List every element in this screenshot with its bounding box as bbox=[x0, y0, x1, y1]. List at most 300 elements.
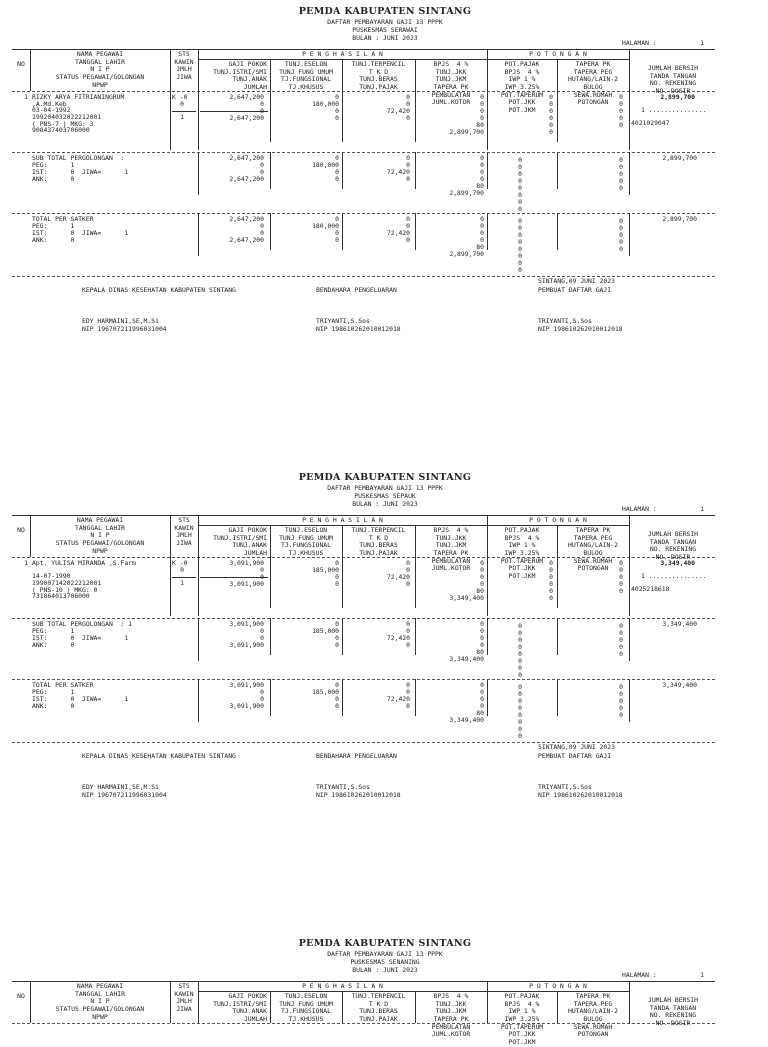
tunj-anak: 0 bbox=[260, 634, 264, 642]
column-divider bbox=[629, 213, 630, 256]
column-divider bbox=[415, 213, 416, 250]
column-divider bbox=[487, 679, 488, 716]
tapera-value: 0 bbox=[619, 573, 623, 581]
tapera-value: 0 bbox=[619, 704, 623, 712]
column-divider bbox=[342, 679, 343, 716]
tunj-eselon: 0 bbox=[335, 681, 339, 689]
bpjs-value: 0 bbox=[480, 641, 484, 649]
tapera-value: 0 bbox=[619, 697, 623, 705]
employee-title: ,A.Md.Keb bbox=[32, 100, 67, 108]
tapera-value: 0 bbox=[619, 238, 623, 246]
potongan-value: 0 bbox=[518, 636, 522, 644]
tunj-beras: 72,420 bbox=[386, 634, 410, 642]
tunj-terpencil: 0 bbox=[406, 620, 410, 628]
potongan-value: 0 bbox=[518, 643, 522, 651]
potongan-value: 0 bbox=[518, 198, 522, 206]
column-divider bbox=[629, 91, 630, 150]
sign-maker-name: TRIYANTI,S.Sos bbox=[538, 317, 592, 325]
pembulatan: 80 bbox=[476, 709, 484, 717]
tapera-value: 0 bbox=[619, 217, 623, 225]
tunj-eselon: 0 bbox=[335, 154, 339, 162]
potongan-value: 0 bbox=[549, 107, 553, 115]
col-penghasilan: P E N G H A S I L A N bbox=[302, 50, 383, 58]
tunj-istri: 0 bbox=[260, 627, 264, 635]
pembulatan: 80 bbox=[476, 182, 484, 190]
column-divider bbox=[270, 213, 271, 250]
gaji-pokok: 3,091,900 bbox=[229, 620, 264, 628]
col-bpjs: BPJS 4 % TUNJ.JKK TUNJ.JKM TAPERA PK PEMBULATAN JUML.KOTOR bbox=[431, 992, 471, 1039]
subtotal-ank: ANK: 0 bbox=[32, 175, 75, 183]
column-divider bbox=[170, 91, 171, 150]
tkd: 0 bbox=[406, 688, 410, 696]
tunj-eselon: 0 bbox=[335, 93, 339, 101]
tkd: 0 bbox=[406, 222, 410, 230]
tunj-pajak: 0 bbox=[406, 580, 410, 588]
gaji-pokok: 2,647,200 bbox=[229, 215, 264, 223]
potongan-value: 0 bbox=[518, 690, 522, 698]
potongan-value: 0 bbox=[549, 114, 553, 122]
potongan-value: 0 bbox=[549, 559, 553, 567]
subtotal-peg: PEG: 1 bbox=[32, 161, 75, 169]
potongan-value: 0 bbox=[518, 711, 522, 719]
potongan-value: 0 bbox=[518, 697, 522, 705]
potongan-value: 0 bbox=[518, 205, 522, 213]
column-divider bbox=[557, 91, 558, 142]
report-title: PEMDA KABUPATEN SINTANG bbox=[298, 938, 472, 949]
tunj-eselon: 0 bbox=[335, 215, 339, 223]
jumlah: 2,647,200 bbox=[229, 236, 264, 244]
page-number: 1 bbox=[700, 971, 704, 979]
jumlah-bersih: 2,899,700 bbox=[662, 154, 697, 162]
jumlah: 2,647,200 bbox=[229, 114, 264, 122]
column-divider bbox=[629, 515, 630, 557]
report-title: PEMDA KABUPATEN SINTANG bbox=[298, 6, 472, 17]
col-gaji: GAJI POKOK TUNJ.ISTRI/SMI TUNJ.ANAK JUMLAH bbox=[213, 992, 267, 1024]
column-divider bbox=[342, 618, 343, 655]
column-divider bbox=[342, 213, 343, 250]
column-divider bbox=[342, 557, 343, 608]
col-gaji: GAJI POKOK TUNJ.ISTRI/SMI TUNJ.ANAK JUMLAH bbox=[213, 60, 267, 92]
tunj-terpencil: 0 bbox=[406, 93, 410, 101]
col-terpencil: TUNJ.TERPENCIL T K D TUNJ.BERAS TUNJ.PAJAK bbox=[351, 992, 406, 1024]
bpjs-value: 0 bbox=[480, 168, 484, 176]
tj-khusus: 0 bbox=[335, 702, 339, 710]
column-divider bbox=[557, 618, 558, 655]
employee-npwp: 908437403706000 bbox=[32, 126, 90, 134]
jumlah-bersih: 3,349,400 bbox=[662, 681, 697, 689]
tunj-anak: 0 bbox=[260, 695, 264, 703]
col-no: NO bbox=[17, 60, 25, 68]
tunj-terpencil: 0 bbox=[406, 215, 410, 223]
jumlah-bersih: 2,899,700 bbox=[660, 93, 695, 101]
dashed-rule bbox=[12, 618, 715, 619]
tunj-istri: 0 bbox=[260, 222, 264, 230]
total-label: TOTAL PER SATKER bbox=[32, 215, 94, 223]
column-divider bbox=[629, 679, 630, 722]
sign-head-role: KEPALA DINAS KESEHATAN KABUPATEN SINTANG bbox=[82, 752, 236, 760]
potongan-value: 0 bbox=[518, 217, 522, 225]
employee-rank: ( PNS-10 ) MKG: 0 bbox=[32, 586, 98, 594]
tunj-beras: 72,420 bbox=[386, 107, 410, 115]
sign-head-nip: NIP 196707211996031004 bbox=[82, 325, 167, 333]
tj-fungsional: 0 bbox=[335, 573, 339, 581]
col-nama: NAMA PEGAWAI TANGGAL LAHIR N I P STATUS PEGAWAI/GOLONGAN NPWP bbox=[55, 516, 145, 555]
tapera-pk: 0 bbox=[480, 114, 484, 122]
report-subtitle: DAFTAR PEMBAYARAN GAJI 13 PPPK bbox=[327, 18, 443, 26]
sign-treasurer-nip: NIP 198610262010012018 bbox=[316, 325, 401, 333]
potongan-value: 0 bbox=[518, 629, 522, 637]
page-number: 1 bbox=[700, 505, 704, 513]
tapera-value: 0 bbox=[619, 559, 623, 567]
tapera-value: 0 bbox=[619, 224, 623, 232]
tapera-value: 0 bbox=[619, 121, 623, 129]
bpjs-value: 0 bbox=[480, 681, 484, 689]
tunj-pajak: 0 bbox=[406, 641, 410, 649]
tj-khusus: 0 bbox=[335, 175, 339, 183]
tj-fungsional: 0 bbox=[335, 107, 339, 115]
col-pot: POT.PAJAK BPJS 4 % IWP 1 % IWP 3.25% POT.TAPERUM POT.JKK POT.JKM bbox=[500, 992, 544, 1047]
employee-name: RIZKY ARYA FITRIANINGRUM bbox=[32, 93, 125, 101]
column-divider bbox=[342, 152, 343, 189]
potongan-value: 0 bbox=[518, 177, 522, 185]
tj-fungsional: 0 bbox=[335, 695, 339, 703]
column-divider bbox=[198, 618, 199, 661]
bpjs-value: 0 bbox=[480, 634, 484, 642]
col-pot: POT.PAJAK BPJS 4 % IWP 1 % IWP 3.25% POT.TAPERUM POT.JKK POT.JKM bbox=[500, 526, 544, 581]
column-divider bbox=[487, 152, 488, 189]
tapera-value: 0 bbox=[619, 177, 623, 185]
page-label: HALAMAN : bbox=[622, 505, 657, 513]
col-bpjs: BPJS 4 % TUNJ.JKK TUNJ.JKM TAPERA PK PEMBULATAN JUML.KOTOR bbox=[431, 526, 471, 573]
page-number: 1 bbox=[700, 39, 704, 47]
column-divider bbox=[170, 557, 171, 616]
col-tapera: TAPERA PK TAPERA PEG HUTANG/LAIN-2 BULOG SEWA.RUMAH POTONGAN bbox=[567, 526, 619, 573]
tunj-jkm: 0 bbox=[480, 107, 484, 115]
column-divider bbox=[415, 91, 416, 142]
unit-name: PUSKESMAS SENANING bbox=[350, 958, 420, 966]
tapera-value: 0 bbox=[619, 580, 623, 588]
employee-nip: 199007142022212001 bbox=[32, 579, 102, 587]
tapera-value: 0 bbox=[619, 643, 623, 651]
potongan-value: 0 bbox=[549, 587, 553, 595]
sign-head-name: EDY HARMAINI,SE,M.Si bbox=[82, 783, 159, 791]
tunj-jkk: 0 bbox=[480, 566, 484, 574]
subtotal-label: SUB TOTAL PERGOLONGAN : bbox=[32, 154, 125, 162]
column-divider bbox=[415, 557, 416, 608]
employee-name: Apt. YULISA MIRANDA ,S.Farm bbox=[32, 559, 136, 567]
potongan-value: 0 bbox=[518, 266, 522, 274]
tunj-fung-umum: 180,000 bbox=[312, 222, 339, 230]
col-potongan: P O T O N G A N bbox=[529, 50, 587, 58]
tunj-istri: 0 bbox=[260, 100, 264, 108]
tapera-value: 0 bbox=[619, 629, 623, 637]
bpjs-value: 0 bbox=[480, 175, 484, 183]
potongan-value: 0 bbox=[518, 184, 522, 192]
report-title: PEMDA KABUPATEN SINTANG bbox=[298, 472, 472, 483]
marital-status-2: 0 bbox=[180, 566, 184, 574]
total-label: TOTAL PER SATKER bbox=[32, 681, 94, 689]
jumlah-bersih: 3,349,400 bbox=[662, 620, 697, 628]
tapera-value: 0 bbox=[619, 114, 623, 122]
tapera-value: 0 bbox=[619, 93, 623, 101]
tj-khusus: 0 bbox=[335, 641, 339, 649]
potongan-value: 0 bbox=[518, 156, 522, 164]
column-divider bbox=[487, 213, 488, 250]
col-bersih: JUMLAH BERSIH TANDA TANGAN NO. REKENING NO. DOSIR bbox=[647, 996, 699, 1028]
sign-treasurer-role: BENDAHARA PENGELUARAN bbox=[316, 286, 397, 294]
sign-maker-nip: NIP 198610262010012018 bbox=[538, 791, 623, 799]
tj-khusus: 0 bbox=[335, 114, 339, 122]
col-tapera: TAPERA PK TAPERA PEG HUTANG/LAIN-2 BULOG SEWA.RUMAH POTONGAN bbox=[567, 60, 619, 107]
tapera-value: 0 bbox=[619, 587, 623, 595]
tj-fungsional: 0 bbox=[335, 168, 339, 176]
potongan-value: 0 bbox=[518, 252, 522, 260]
bpjs-value: 0 bbox=[480, 627, 484, 635]
jumlah: 3,091,900 bbox=[229, 580, 264, 588]
tapera-value: 0 bbox=[619, 650, 623, 658]
jiwa-count: 1 bbox=[180, 579, 184, 587]
potongan-value: 0 bbox=[549, 580, 553, 588]
tunj-anak: 0 bbox=[260, 229, 264, 237]
column-divider bbox=[198, 557, 199, 616]
column-divider bbox=[415, 679, 416, 716]
sign-treasurer-nip: NIP 198610262010012018 bbox=[316, 791, 401, 799]
tapera-value: 0 bbox=[619, 690, 623, 698]
potongan-value: 0 bbox=[518, 671, 522, 679]
potongan-value: 0 bbox=[518, 664, 522, 672]
dashed-rule bbox=[12, 152, 715, 153]
column-divider bbox=[557, 557, 558, 608]
pembulatan: 80 bbox=[476, 121, 484, 129]
potongan-value: 0 bbox=[549, 566, 553, 574]
column-divider bbox=[629, 557, 630, 616]
col-terpencil: TUNJ.TERPENCIL T K D TUNJ.BERAS TUNJ.PAJAK bbox=[351, 526, 406, 558]
sign-place-date: SINTANG,09 JUNI 2023 bbox=[538, 277, 615, 285]
column-divider bbox=[270, 618, 271, 655]
tunj-fung-umum: 185,000 bbox=[312, 566, 339, 574]
potongan-value: 0 bbox=[549, 128, 553, 136]
sign-place-date: SINTANG,09 JUNI 2023 bbox=[538, 743, 615, 751]
tanda-tangan: 1 ............... bbox=[641, 572, 707, 580]
col-eselon: TUNJ.ESELON TUNJ FUNG UMUM TJ.FUNGSIONAL TJ.KHUSUS bbox=[279, 60, 333, 92]
rule bbox=[172, 111, 196, 112]
column-divider bbox=[487, 91, 488, 150]
potongan-value: 0 bbox=[518, 170, 522, 178]
unit-name: PUSKESMAS SEPAUK bbox=[354, 492, 416, 500]
bpjs: 0 bbox=[480, 93, 484, 101]
jumlah: 2,647,200 bbox=[229, 175, 264, 183]
tapera-value: 0 bbox=[619, 156, 623, 164]
tunj-pajak: 0 bbox=[406, 175, 410, 183]
tkd: 0 bbox=[406, 627, 410, 635]
tapera-value: 0 bbox=[619, 566, 623, 574]
col-tapera: TAPERA PK TAPERA PEG HUTANG/LAIN-2 BULOG SEWA.RUMAH POTONGAN bbox=[567, 992, 619, 1039]
employee-rank: ( PNS-7 ) MKG: 3 bbox=[32, 120, 94, 128]
total-ank: ANK: 0 bbox=[32, 702, 75, 710]
bpjs-value: 0 bbox=[480, 236, 484, 244]
tunj-pajak: 0 bbox=[406, 114, 410, 122]
col-eselon: TUNJ.ESELON TUNJ FUNG UMUM TJ.FUNGSIONAL TJ.KHUSUS bbox=[279, 992, 333, 1024]
tunj-anak: 0 bbox=[260, 573, 264, 581]
column-divider bbox=[629, 152, 630, 195]
column-divider bbox=[270, 152, 271, 189]
potongan-value: 0 bbox=[518, 650, 522, 658]
row-number: 1 bbox=[24, 93, 28, 101]
col-no: NO bbox=[17, 992, 25, 1000]
gaji-pokok: 3,091,900 bbox=[229, 681, 264, 689]
jumlah-kotor: 2,899,700 bbox=[449, 128, 484, 136]
total-ank: ANK: 0 bbox=[32, 236, 75, 244]
tunj-beras: 72,420 bbox=[386, 695, 410, 703]
tunj-terpencil: 0 bbox=[406, 559, 410, 567]
potongan-value: 0 bbox=[549, 100, 553, 108]
no-rekening: 4025218618 bbox=[631, 585, 670, 593]
employee-dob: 03-04-1992 bbox=[32, 106, 71, 114]
pembulatan: 80 bbox=[476, 243, 484, 251]
sign-maker-nip: NIP 198610262010012018 bbox=[538, 325, 623, 333]
row-number: 1 bbox=[24, 559, 28, 567]
report-subtitle: DAFTAR PEMBAYARAN GAJI 13 PPPK bbox=[327, 484, 443, 492]
tanda-tangan: 1 ............... bbox=[641, 106, 707, 114]
tunj-eselon: 0 bbox=[335, 620, 339, 628]
tunj-fung-umum: 180,000 bbox=[312, 100, 339, 108]
page-label: HALAMAN : bbox=[622, 39, 657, 47]
column-divider bbox=[629, 618, 630, 661]
tunj-jkm: 0 bbox=[480, 573, 484, 581]
potongan-value: 0 bbox=[518, 704, 522, 712]
sign-treasurer-name: TRIYANTI,S.Sos bbox=[316, 783, 370, 791]
column-divider bbox=[487, 557, 488, 616]
potongan-value: 0 bbox=[518, 224, 522, 232]
jumlah: 3,091,900 bbox=[229, 702, 264, 710]
marital-status-2: 0 bbox=[180, 100, 184, 108]
tkd: 0 bbox=[406, 566, 410, 574]
sign-head-role: KEPALA DINAS KESEHATAN KABUPATEN SINTANG bbox=[82, 286, 236, 294]
column-divider bbox=[270, 679, 271, 716]
column-divider bbox=[415, 618, 416, 655]
column-divider bbox=[487, 618, 488, 655]
jumlah-kotor: 3,349,400 bbox=[449, 716, 484, 724]
column-divider bbox=[629, 49, 630, 91]
bpjs-value: 0 bbox=[480, 702, 484, 710]
period: BULAN : JUNI 2023 bbox=[352, 966, 418, 974]
rule bbox=[172, 577, 196, 578]
tkd: 0 bbox=[406, 161, 410, 169]
col-sts: STS KAWIN JMLH JIWA bbox=[174, 516, 194, 548]
column-divider bbox=[198, 213, 199, 256]
tkd: 0 bbox=[406, 100, 410, 108]
potongan-value: 0 bbox=[518, 718, 522, 726]
dashed-rule bbox=[12, 679, 715, 680]
total-ist: IST: 0 JIWA= 1 bbox=[32, 229, 129, 237]
period: BULAN : JUNI 2023 bbox=[352, 500, 418, 508]
tapera-value: 0 bbox=[619, 163, 623, 171]
col-penghasilan: P E N G H A S I L A N bbox=[302, 516, 383, 524]
column-divider bbox=[198, 91, 199, 150]
tunj-terpencil: 0 bbox=[406, 681, 410, 689]
column-divider bbox=[415, 152, 416, 189]
tapera-value: 0 bbox=[619, 711, 623, 719]
employee-nip: 199204032022212001 bbox=[32, 113, 102, 121]
bpjs-value: 0 bbox=[480, 161, 484, 169]
employee-npwp: 731864013706000 bbox=[32, 592, 90, 600]
subtotal-ank: ANK: 0 bbox=[32, 641, 75, 649]
col-potongan: P O T O N G A N bbox=[529, 982, 587, 990]
sign-maker-role: PEMBUAT DAFTAR GAJI bbox=[538, 752, 612, 760]
marital-status: K -0 bbox=[172, 93, 188, 101]
subtotal-ist: IST: 0 JIWA= 1 bbox=[32, 634, 129, 642]
column-divider bbox=[270, 557, 271, 608]
column-divider bbox=[270, 91, 271, 142]
subtotal-label: SUB TOTAL PERGOLONGAN : 1 bbox=[32, 620, 133, 628]
column-divider bbox=[557, 679, 558, 716]
potongan-value: 0 bbox=[518, 163, 522, 171]
potongan-value: 0 bbox=[518, 657, 522, 665]
potongan-value: 0 bbox=[518, 725, 522, 733]
no-rekening: 4021029047 bbox=[631, 119, 670, 127]
tunj-fung-umum: 185,000 bbox=[312, 627, 339, 635]
bpjs-value: 0 bbox=[480, 222, 484, 230]
tunj-pajak: 0 bbox=[406, 236, 410, 244]
potongan-value: 0 bbox=[518, 732, 522, 740]
tunj-terpencil: 0 bbox=[406, 154, 410, 162]
jiwa-count: 1 bbox=[180, 113, 184, 121]
column-divider bbox=[198, 152, 199, 195]
tunj-istri: 0 bbox=[260, 161, 264, 169]
jumlah-kotor: 3,349,400 bbox=[449, 655, 484, 663]
total-ist: IST: 0 JIWA= 1 bbox=[32, 695, 129, 703]
tj-fungsional: 0 bbox=[335, 229, 339, 237]
potongan-value: 0 bbox=[549, 573, 553, 581]
jumlah: 3,091,900 bbox=[229, 641, 264, 649]
pembulatan: 80 bbox=[476, 648, 484, 656]
col-bersih: JUMLAH BERSIH TANDA TANGAN NO. REKENING NO. DOSIR bbox=[647, 530, 699, 562]
tapera-value: 0 bbox=[619, 184, 623, 192]
col-bpjs: BPJS 4 % TUNJ.JKK TUNJ.JKM TAPERA PK PEMBULATAN JUML.KOTOR bbox=[431, 60, 471, 107]
column-divider bbox=[198, 679, 199, 722]
tapera-value: 0 bbox=[619, 622, 623, 630]
sign-maker-name: TRIYANTI,S.Sos bbox=[538, 783, 592, 791]
marital-status: K -0 bbox=[172, 559, 188, 567]
column-divider bbox=[629, 981, 630, 1023]
bpjs-value: 0 bbox=[480, 229, 484, 237]
col-sts: STS KAWIN JMLH JIWA bbox=[174, 50, 194, 82]
total-peg: PEG: 1 bbox=[32, 222, 75, 230]
potongan-value: 0 bbox=[518, 231, 522, 239]
col-no: NO bbox=[17, 526, 25, 534]
potongan-value: 0 bbox=[518, 191, 522, 199]
col-sts: STS KAWIN JMLH JIWA bbox=[174, 982, 194, 1014]
potongan-value: 0 bbox=[518, 238, 522, 246]
period: BULAN : JUNI 2023 bbox=[352, 34, 418, 42]
sign-head-nip: NIP 196707211996031004 bbox=[82, 791, 167, 799]
tapera-value: 0 bbox=[619, 245, 623, 253]
sign-treasurer-name: TRIYANTI,S.Sos bbox=[316, 317, 370, 325]
tapera-value: 0 bbox=[619, 100, 623, 108]
potongan-value: 0 bbox=[518, 259, 522, 267]
tunj-anak: 0 bbox=[260, 107, 264, 115]
jumlah-bersih: 2,899,700 bbox=[662, 215, 697, 223]
col-nama: NAMA PEGAWAI TANGGAL LAHIR N I P STATUS PEGAWAI/GOLONGAN NPWP bbox=[55, 982, 145, 1021]
jumlah-kotor: 3,349,400 bbox=[449, 594, 484, 602]
tunj-eselon: 0 bbox=[335, 559, 339, 567]
bpjs-value: 0 bbox=[480, 620, 484, 628]
tunj-fung-umum: 180,000 bbox=[312, 161, 339, 169]
potongan-value: 0 bbox=[518, 245, 522, 253]
column-divider bbox=[557, 152, 558, 189]
employee-dob: 14-07-1990 bbox=[32, 572, 71, 580]
total-peg: PEG: 1 bbox=[32, 688, 75, 696]
